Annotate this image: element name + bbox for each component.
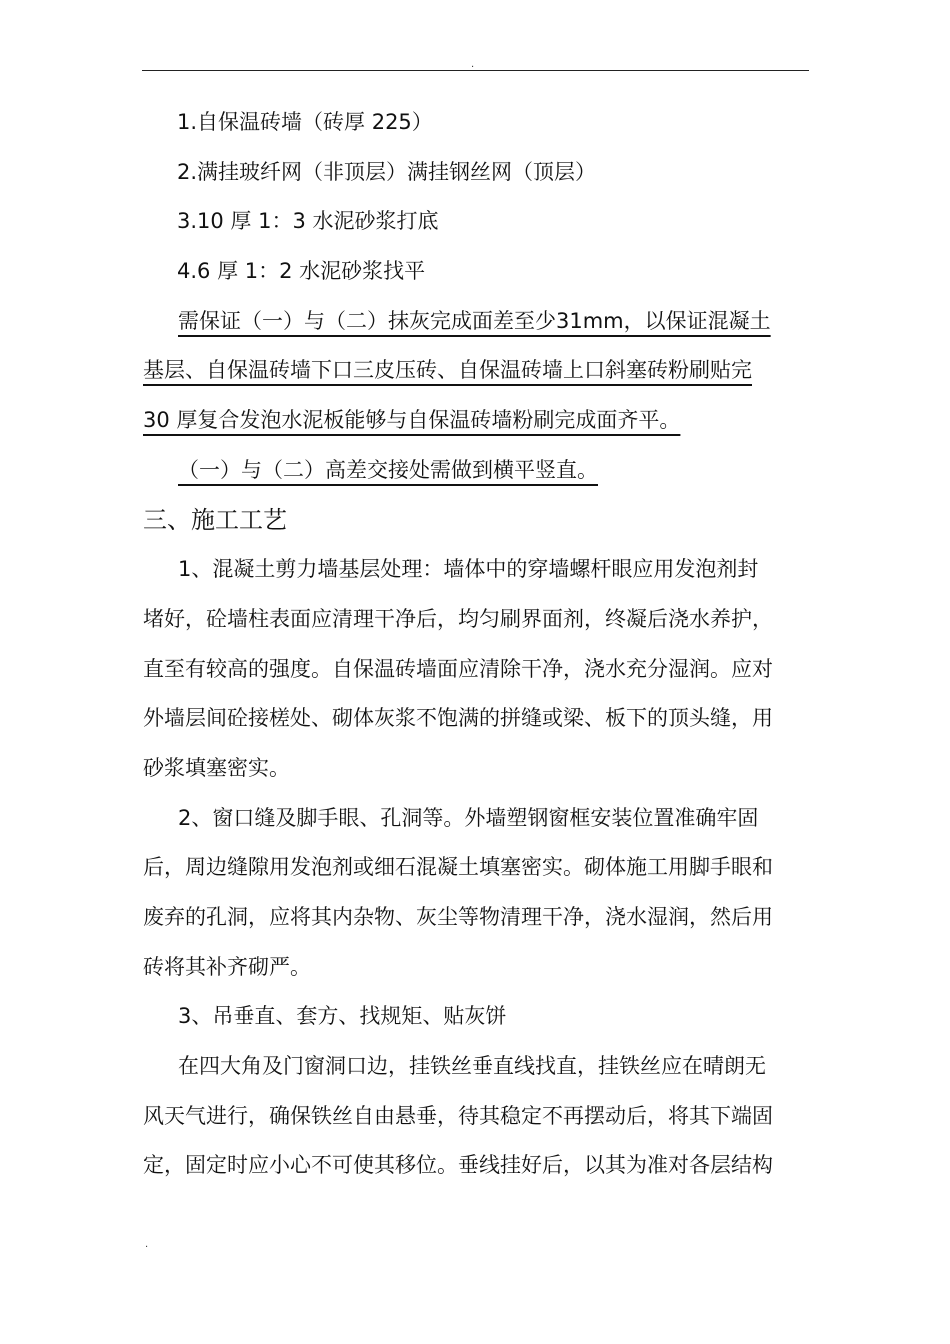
paragraph-line: 后，周边缝隙用发泡剂或细石混凝土填塞密实。砌体施工用脚手眼和 xyxy=(143,855,773,880)
paragraph-line: 2、窗口缝及脚手眼、孔洞等。外墙塑钢窗框安装位置准确牢固 xyxy=(178,805,759,830)
note-text: 30 厚复合发泡水泥板能够与自保温砖墙粉刷完成面齐平。 xyxy=(143,408,681,433)
paragraph-line: 1、混凝土剪力墙基层处理：墙体中的穿墙螺杆眼应用发泡剂封 xyxy=(178,557,759,582)
paragraph-line: 外墙层间砼接槎处、砌体灰浆不饱满的拼缝或梁、板下的顶头缝，用 xyxy=(143,706,773,731)
note-line xyxy=(143,297,815,347)
section-heading: 三、施工工艺 xyxy=(143,505,287,534)
header-mark: . xyxy=(471,59,475,70)
note-line xyxy=(143,346,815,396)
paragraph-line: 在四大角及门窗洞口边，挂铁丝垂直线找直，挂铁丝应在晴朗无 xyxy=(178,1054,766,1079)
list-item: 3.10 厚 1：3 水泥砂浆打底 xyxy=(177,209,439,234)
list-item: 4.6 厚 1：2 水泥砂浆找平 xyxy=(177,259,426,284)
subsection-title: 3、吊垂直、套方、找规矩、贴灰饼 xyxy=(178,1004,507,1029)
note-text: 基层、自保温砖墙下口三皮压砖、自保温砖墙上口斜塞砖粉刷贴完 xyxy=(143,358,752,383)
document-body xyxy=(143,98,815,1191)
paragraph-line: 堵好，砼墙柱表面应清理干净后，均匀刷界面剂，终凝后浇水养护， xyxy=(143,606,773,631)
list-item: 2.满挂玻纤网（非顶层）满挂钢丝网（顶层） xyxy=(177,159,597,184)
note-line xyxy=(143,446,815,496)
paragraph-line: 风天气进行，确保铁丝自由悬垂，待其稳定不再摆动后，将其下端固 xyxy=(143,1103,773,1128)
note-text: （一）与（二）高差交接处需做到横平竖直。 xyxy=(178,457,598,482)
paragraph-line: 砖将其补齐砌严。 xyxy=(143,954,311,979)
footer-mark: . xyxy=(145,1239,149,1250)
note-text: 需保证（一）与（二）抹灰完成面差至少31mm，以保证混凝土 xyxy=(178,308,771,333)
paragraph-line: 砂浆填塞密实。 xyxy=(143,755,290,780)
paragraph-line: 定，固定时应小心不可使其移位。垂线挂好后，以其为准对各层结构 xyxy=(143,1153,773,1178)
list-item: 1.自保温砖墙（砖厚 225） xyxy=(177,110,433,134)
header-rule xyxy=(142,70,809,71)
note-line xyxy=(143,396,815,446)
paragraph-line: 废弃的孔洞，应将其内杂物、灰尘等物清理干净，浇水湿润，然后用 xyxy=(143,905,773,929)
paragraph-line: 直至有较高的强度。自保温砖墙面应清除干净，浇水充分湿润。应对 xyxy=(143,656,773,681)
